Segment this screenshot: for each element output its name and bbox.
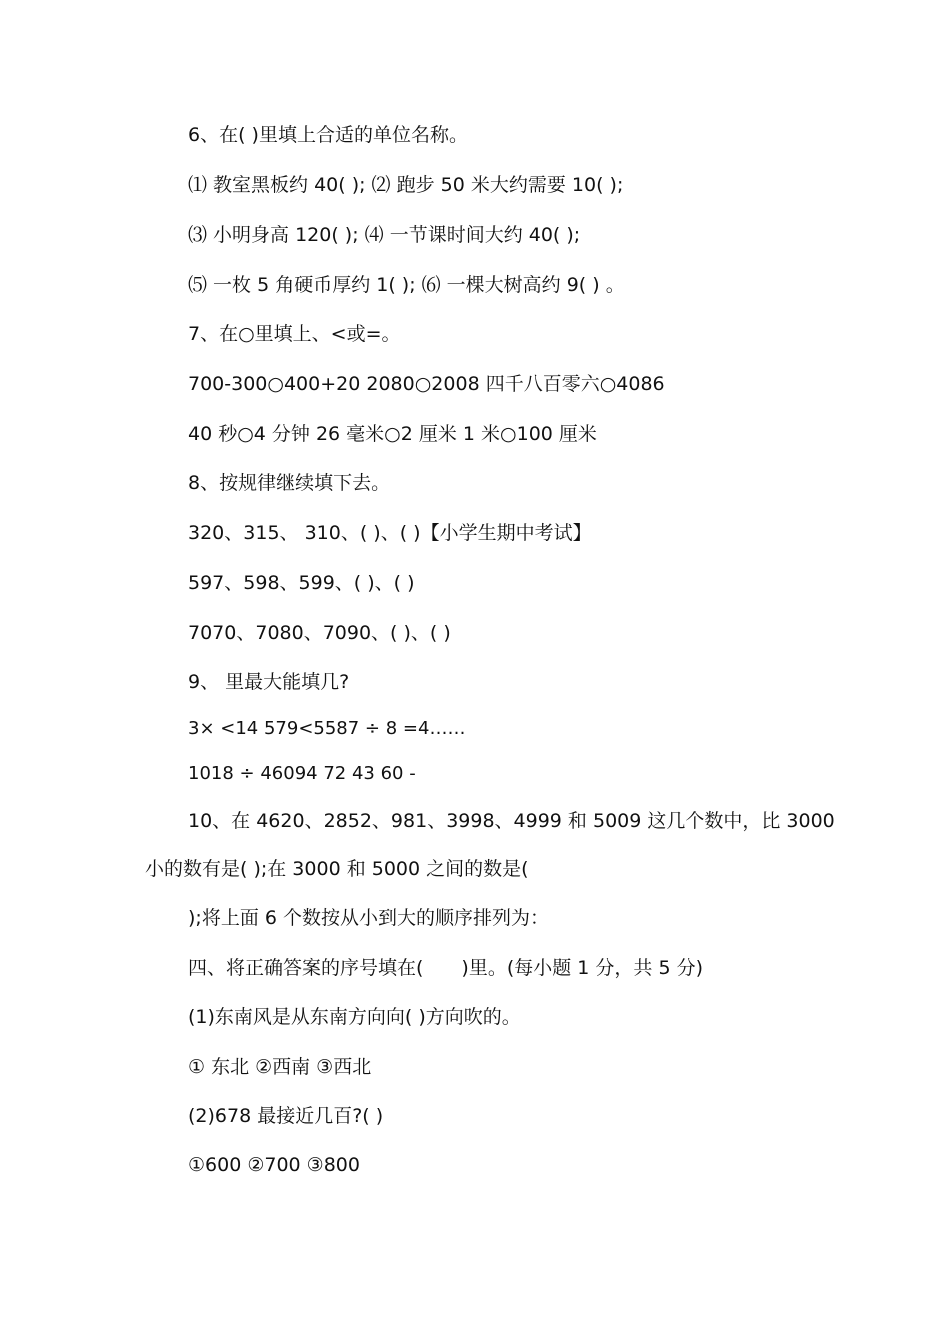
question-7-title: 7、在○里填上、<或=。 <box>188 323 401 345</box>
question-10-line-1: 10、在 4620、2852、981、3998、4999 和 5009 这几个数中，比 3000 <box>188 810 835 832</box>
question-8-sequence-1: 320、315、 310、( )、( )【小学生期中考试】 <box>188 522 592 544</box>
question-6-title: 6、在( )里填上合适的单位名称。 <box>188 124 468 146</box>
question-10-line-2: 小的数有是( );在 3000 和 5000 之间的数是( <box>145 858 529 880</box>
question-7-row-2: 40 秒○4 分钟 26 毫米○2 厘米 1 米○100 厘米 <box>188 423 597 445</box>
section-4-title-before: 四、将正确答案的序号填在( <box>188 957 424 979</box>
section-4-title <box>188 955 703 981</box>
question-9-title: 9、 里最大能填几? <box>188 671 350 693</box>
question-7-row-1: 700-300○400+20 2080○2008 四千八百零六○4086 <box>188 373 665 395</box>
question-10-line-3: );将上面 6 个数按从小到大的顺序排列为： <box>188 907 549 929</box>
question-6-items-3-4: ⑶ 小明身高 120( ); ⑷ 一节课时间大约 40( ); <box>188 224 581 246</box>
question-9-row-1: 3× <14 579<5587 ÷ 8 =4…… <box>188 718 466 739</box>
mc-question-2: (2)678 最接近几百?( ) <box>188 1105 384 1127</box>
question-9-row-2: 1018 ÷ 46094 72 43 60 - <box>188 763 416 784</box>
mc-question-1-options: ① 东北 ②西南 ③西北 <box>188 1056 372 1078</box>
mc-question-2-options: ①600 ②700 ③800 <box>188 1154 360 1176</box>
question-8-sequence-3: 7070、7080、7090、( )、( ) <box>188 622 451 644</box>
question-8-title: 8、按规律继续填下去。 <box>188 472 391 494</box>
question-8-sequence-2: 597、598、599、( )、( ) <box>188 572 415 594</box>
question-6-items-1-2: ⑴ 教室黑板约 40( ); ⑵ 跑步 50 米大约需要 10( ); <box>188 174 624 196</box>
mc-question-1: (1)东南风是从东南方向向( )方向吹的。 <box>188 1006 521 1028</box>
question-6-items-5-6: ⑸ 一枚 5 角硬币厚约 1( ); ⑹ 一棵大树高约 9( ) 。 <box>188 274 625 296</box>
section-4-title-after: )里。(每小题 1 分，共 5 分) <box>461 957 703 979</box>
